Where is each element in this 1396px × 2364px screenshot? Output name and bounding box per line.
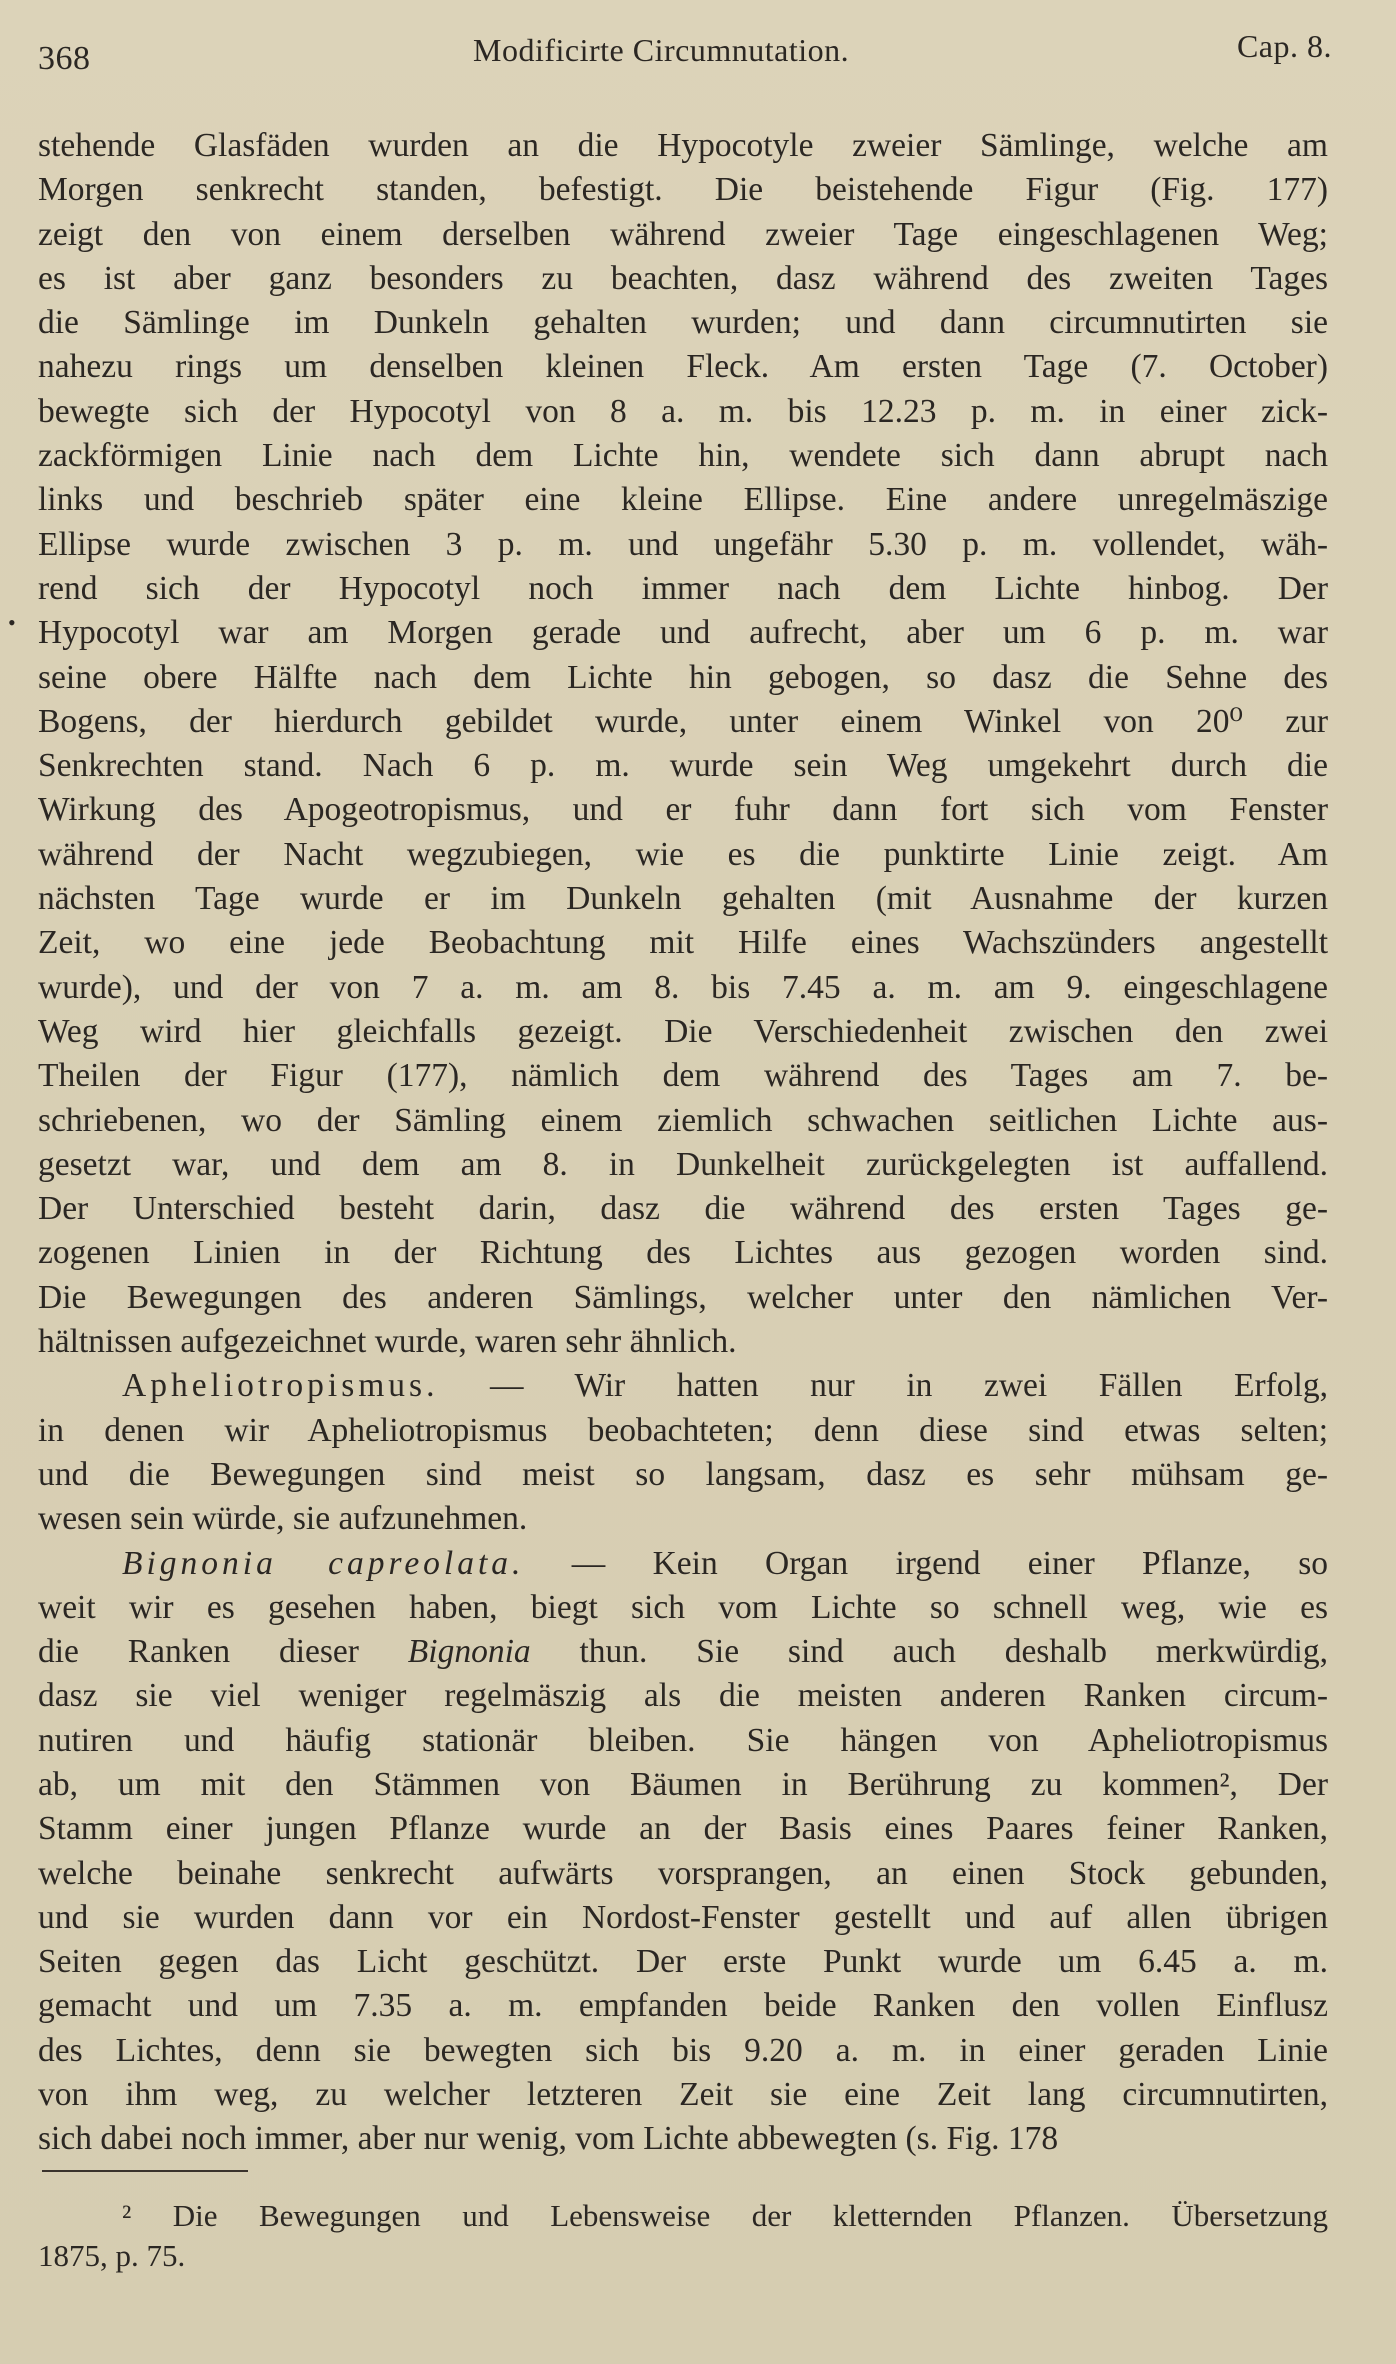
text-line: Morgen senkrecht standen, befestigt. Die beistehende Figur (Fig. 177): [38, 171, 1328, 209]
footnote: [38, 2196, 1328, 2276]
text-line: die Sämlinge im Dunkeln gehalten wurden; und dann circumnutirten sie: [38, 304, 1328, 342]
text-line: von ihm weg, zu welcher letzteren Zeit sie eine Zeit lang circumnutirten,: [38, 2076, 1328, 2114]
chapter-label: Cap. 8.: [1236, 28, 1332, 64]
text-line: Senkrechten stand. Nach 6 p. m. wurde sein Weg umgekehrt durch die: [38, 747, 1328, 785]
text-line: hältnissen aufgezeichnet wurde, waren sehr ähnlich.: [38, 1323, 737, 1361]
text-line: nutiren und häufig stationär bleiben. Sie hängen von Apheliotropismus: [38, 1721, 1328, 1759]
text-line: Theilen der Figur (177), nämlich dem während des Tages am 7. be-: [38, 1057, 1328, 1095]
paragraph-2: [38, 1364, 1328, 1541]
text-line: Der Unterschied besteht darin, dasz die während des ersten Tages ge-: [38, 1190, 1328, 1228]
text-line: Zeit, wo eine jede Beobachtung mit Hilfe eines Wachszünders angestellt: [38, 924, 1328, 962]
page-number: 368: [38, 40, 91, 77]
text-line: dasz sie viel weniger regelmäszig als die meisten anderen Ranken circum-: [38, 1677, 1328, 1715]
text-line: Wirkung des Apogeotropismus, und er fuhr dann fort sich vom Fenster: [38, 791, 1328, 829]
text-line: bewegte sich der Hypocotyl von 8 a. m. bis 12.23 p. m. in einer zick-: [38, 392, 1328, 430]
paragraph-3-lines: [38, 1674, 1328, 2161]
text-line: Bogens, der hierdurch gebildet wurde, unter einem Winkel von 20⁰ zur: [38, 702, 1328, 740]
text-line: und sie wurden dann vor ein Nordost-Fenster gestellt und auf allen übrigen: [38, 1898, 1328, 1936]
text-line: sich dabei noch immer, aber nur wenig, vom Lichte abbewegten (s. Fig. 178: [38, 2120, 1059, 2158]
text-line: [38, 1542, 1328, 1586]
text-span: — Kein Organ irgend einer Pflanze, so: [524, 1544, 1328, 1582]
text-line: Seiten gegen das Licht geschützt. Der erste Punkt wurde um 6.45 a. m.: [38, 1943, 1328, 1981]
text-line: gemacht und um 7.35 a. m. empfanden beide Ranken den vollen Einflusz: [38, 1987, 1328, 2025]
text-span: die Ranken dieser: [38, 1633, 408, 1671]
text-line: und die Bewegungen sind meist so langsam, dasz es sehr mühsam ge-: [38, 1455, 1328, 1493]
text-line: ab, um mit den Stämmen von Bäumen in Berührung zu kommen², Der: [38, 1765, 1328, 1803]
text-line: links und beschrieb später eine kleine Ellipse. Eine andere unregelmäszige: [38, 481, 1328, 519]
running-title: Modificirte Circumnutation.: [473, 32, 850, 68]
text-line: rend sich der Hypocotyl noch immer nach dem Lichte hinbog. Der: [38, 569, 1328, 607]
text-line: stehende Glasfäden wurden an die Hypocotyle zweier Sämlinge, welche am: [38, 127, 1328, 164]
text-line: Hypocotyl war am Morgen gerade und aufrecht, aber um 6 p. m. war: [38, 614, 1328, 652]
paragraph-3: [38, 1542, 1328, 2162]
text-line: nächsten Tage wurde er im Dunkeln gehalten (mit Ausnahme der kurzen: [38, 880, 1328, 918]
text-line: Stamm einer jungen Pflanze wurde an der Basis eines Paares feiner Ranken,: [38, 1810, 1328, 1848]
text-line: nahezu rings um denselben kleinen Fleck. Am ersten Tage (7. October): [38, 348, 1328, 386]
text-line: des Lichtes, denn sie bewegten sich bis 9.20 a. m. in einer geraden Linie: [38, 2031, 1328, 2069]
text-line: schriebenen, wo der Sämling einem ziemlich schwachen seitlichen Lichte aus-: [38, 1101, 1328, 1139]
text-line: während der Nacht wegzubiegen, wie es die punktirte Linie zeigt. Am: [38, 835, 1328, 873]
text-line: in denen wir Apheliotropismus beobachteten; denn diese sind etwas selten;: [38, 1411, 1328, 1449]
genus-name: Bignonia: [407, 1633, 531, 1671]
text-line: Ellipse wurde zwischen 3 p. m. und ungefähr 5.30 p. m. vollendet, wäh-: [38, 525, 1328, 563]
text-line: Die Bewegungen des anderen Sämlings, welcher unter den nämlichen Ver-: [38, 1278, 1328, 1316]
footnote-line: 1875, p. 75.: [38, 2238, 186, 2273]
text-line: zackförmigen Linie nach dem Lichte hin, wendete sich dann abrupt nach: [38, 437, 1328, 475]
margin-mark: •: [8, 610, 16, 635]
text-line: wurde), und der von 7 a. m. am 8. bis 7.45 a. m. am 9. eingeschlagene: [38, 968, 1328, 1006]
text-span: thun. Sie sind auch deshalb merkwürdig,: [530, 1633, 1328, 1671]
body-text: [38, 124, 1328, 2162]
text-line: welche beinahe senkrecht aufwärts vorsprangen, an einen Stock gebunden,: [38, 1854, 1328, 1892]
section-heading: Apheliotropismus.: [122, 1367, 439, 1405]
text-line: [38, 1630, 1328, 1674]
text-line: es ist aber ganz besonders zu beachten, dasz während des zweiten Tages: [38, 259, 1328, 297]
page-header: [38, 28, 1338, 78]
text-line: wesen sein würde, sie aufzunehmen.: [38, 1500, 528, 1538]
footnote-line: ² Die Bewegungen und Lebensweise der kletternden Pflanzen. Übersetzung: [122, 2198, 1328, 2233]
text-line: [38, 1364, 1328, 1408]
footnote-rule: [42, 2170, 248, 2172]
paragraph-1: [38, 124, 1328, 1320]
text-line: weit wir es gesehen haben, biegt sich vom Lichte so schnell weg, wie es: [38, 1588, 1328, 1626]
text-line: zeigt den von einem derselben während zweier Tage eingeschlagenen Weg;: [38, 215, 1328, 253]
text-span: — Wir hatten nur in zwei Fällen Erfolg,: [438, 1367, 1328, 1405]
text-line: seine obere Hälfte nach dem Lichte hin gebogen, so dasz die Sehne des: [38, 658, 1328, 696]
text-line: gesetzt war, und dem am 8. in Dunkelheit zurückgelegten ist auffallend.: [38, 1145, 1328, 1183]
species-heading: Bignonia capreolata.: [122, 1544, 525, 1582]
text-line: zogenen Linien in der Richtung des Lichtes aus gezogen worden sind.: [38, 1234, 1328, 1272]
text-line: Weg wird hier gleichfalls gezeigt. Die Verschiedenheit zwischen den zwei: [38, 1012, 1328, 1050]
